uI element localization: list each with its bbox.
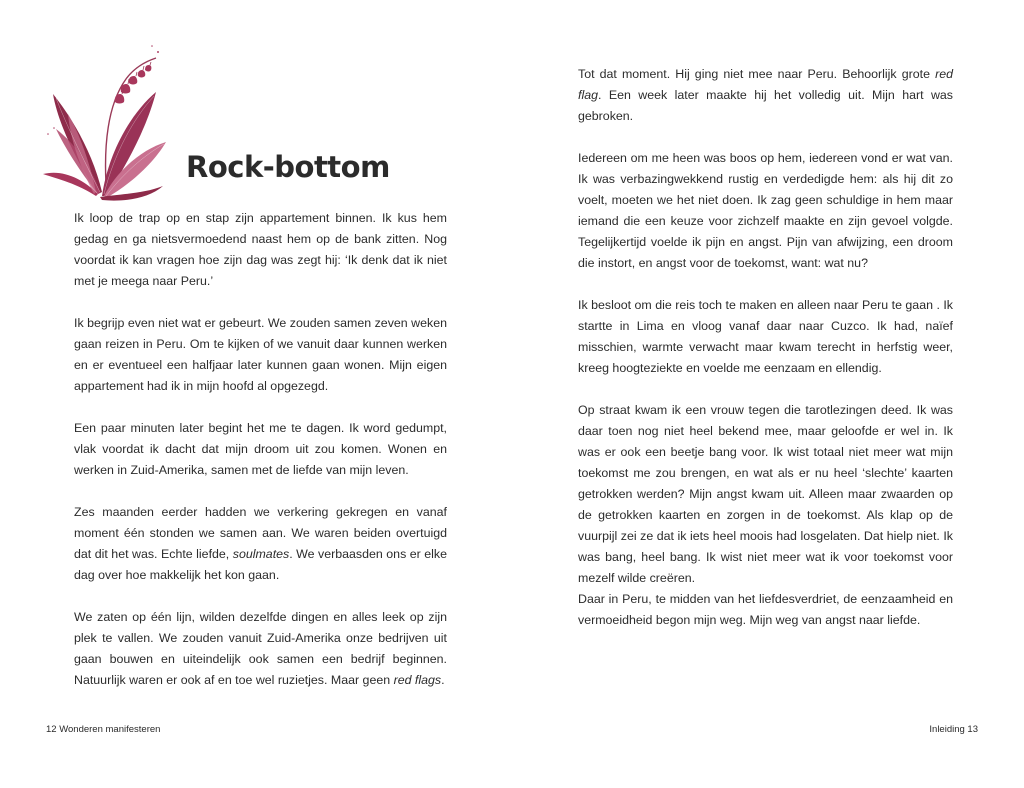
- lily-of-the-valley-illustration-icon: [38, 34, 188, 204]
- text-run: Ik begrijp even niet wat er gebeurt. We zouden samen zeven weken gaan reizen in Peru. Om te kijken of we vanuit daar kunnen werken en er eventueel een halfjaar later kunnen gaan wonen. Mijn eigen appartement had ik in mijn hoofd al opgezegd.: [74, 316, 447, 393]
- text-run: . We verbaasden ons er elke dag over hoe makkelijk het kon gaan.: [74, 547, 448, 582]
- text-run: Ik loop de trap op en stap zijn appartement binnen. Ik kus hem gedag en ga nietsvermoedend naast hem op de bank zitten. Nog voordat ik kan vragen hoe zijn dag was zegt hij: ‘Ik denk dat ik niet met je meega naar Peru.’: [74, 211, 447, 288]
- text-run: Ik besloot om die reis toch te maken en alleen naar Peru te gaan . Ik startte in Lima en vloog vanaf daar naar Cuzco. Ik had, naïef misschien, warmte verwacht maar kwam terecht in herfstig weer, kreeg hoogteziekte en voelde me eenzaam en ellendig.: [578, 298, 953, 375]
- paragraph: [578, 148, 953, 274]
- text-run: Daar in Peru, te midden van het liefdesverdriet, de eenzaamheid en vermoeidheid begon mijn weg. Mijn weg van angst naar liefde.: [578, 592, 953, 627]
- italic-text: red flag: [578, 67, 953, 102]
- text-run: Op straat kwam ik een vrouw tegen die tarotlezingen deed. Ik was daar toen nog niet heel bekend mee, maar geloofde er wel in. Ik was er ook een beetje bang voor. Ik wist totaal niet meer wat mijn toekomst me zou brengen, en wat als er nu heel ‘slechte’ kaarten getrokken werden? Mijn angst kwam uit. Alleen maar zwaarden op de getrokken kaarten en zorgen in de toekomst. Als klap op de vuurpijl zei ze dat ik iets heel moois had losgelaten. Dat hielp niet. Ik was bang, heel bang. Ik wist niet meer wat ik voor toekomst voor mezelf wilde creëren.: [578, 403, 953, 585]
- right-body-text: [578, 64, 953, 652]
- paragraph: [578, 64, 953, 127]
- text-run: .: [441, 673, 445, 687]
- paragraph: [74, 502, 447, 586]
- italic-text: red flags: [393, 673, 442, 687]
- paragraph: [74, 418, 447, 481]
- chapter-title: Rock-bottom: [186, 150, 390, 184]
- text-run: Tot dat moment. Hij ging niet mee naar Peru. Behoorlijk grote: [578, 67, 936, 81]
- paragraph: [578, 400, 953, 589]
- text-run: Zes maanden eerder hadden we verkering gekregen en vanaf moment één stonden we samen aan. We waren beiden overtuigd dat dit het was. Echte liefde,: [74, 505, 447, 561]
- text-run: Een paar minuten later begint het me te dagen. Ik word gedumpt, vlak voordat ik dacht dat mijn droom uit zou komen. Wonen en werken in Zuid-Amerika, samen met de liefde van mijn leven.: [74, 421, 447, 477]
- paragraph: [578, 589, 953, 631]
- text-run: . Een week later maakte hij het volledig uit. Mijn hart was gebroken.: [578, 88, 953, 123]
- paragraph: [74, 208, 447, 292]
- text-run: Iedereen om me heen was boos op hem, iedereen vond er wat van. Ik was verbazingwekkend rustig en verdedigde hem: als hij dit zo voelt, moeten we het niet doen. Ik zag geen schuldige in hem maar iemand die een keuze voor zichzelf maakte en zijn gevoel volgde. Tegelijkertijd voelde ik pijn en angst. Pijn van afwijzing, een droom die instort, en angst voor de toekomst, want: wat nu?: [578, 151, 953, 270]
- paragraph: [74, 313, 447, 397]
- paragraph: [74, 607, 447, 691]
- left-body-text: [74, 208, 447, 712]
- italic-text: soulmates: [232, 547, 290, 561]
- right-page-folio: Inleiding 13: [929, 724, 978, 735]
- left-page-folio: 12 Wonderen manifesteren: [46, 724, 161, 735]
- text-run: We zaten op één lijn, wilden dezelfde dingen en alles leek op zijn plek te vallen. We zouden vanuit Zuid-Amerika onze bedrijven uit gaan bouwen en uiteindelijk ook samen een bedrijf beginnen. Natuurlijk waren er ook af en toe wel ruzietjes. Maar geen: [74, 610, 447, 687]
- right-page: [512, 0, 1024, 788]
- paragraph: [578, 295, 953, 379]
